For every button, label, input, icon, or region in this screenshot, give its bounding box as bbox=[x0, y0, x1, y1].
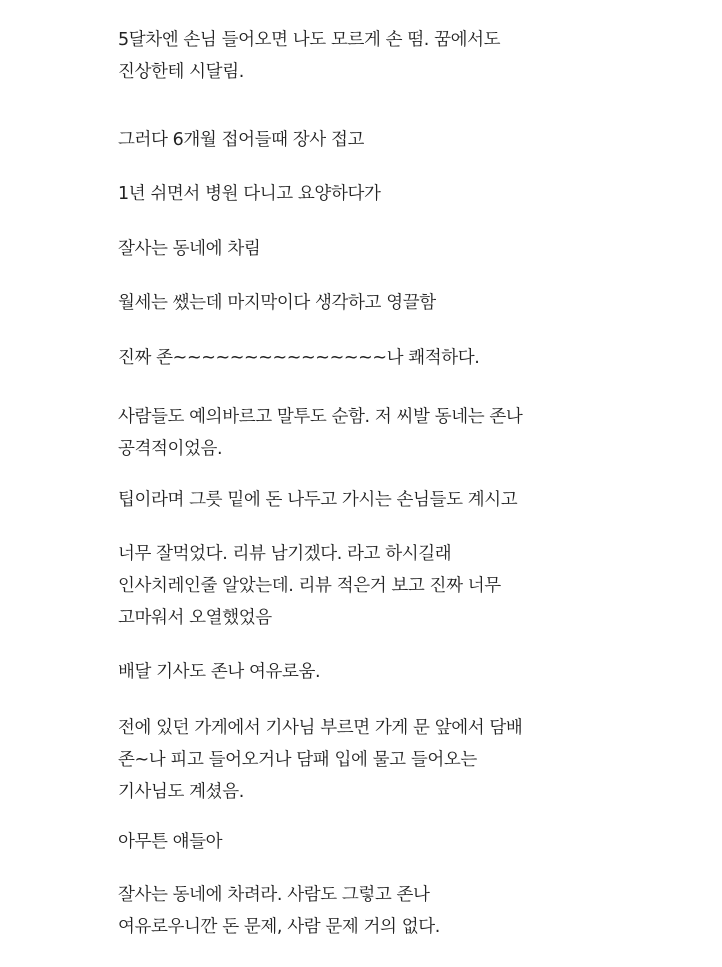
text-line: 기사님도 계셨음. bbox=[118, 782, 244, 802]
text-line: 그러다 6개월 접어들때 장사 접고 bbox=[118, 130, 364, 150]
paragraph bbox=[118, 24, 688, 88]
text-line: 배달 기사도 존나 여유로움. bbox=[118, 662, 321, 682]
paragraph bbox=[118, 538, 688, 634]
paragraph bbox=[118, 712, 688, 808]
paragraph bbox=[118, 656, 688, 688]
paragraph bbox=[118, 124, 688, 156]
paragraph bbox=[118, 342, 688, 374]
paragraph bbox=[118, 879, 688, 943]
paragraph bbox=[118, 178, 688, 210]
text-line: 5달차엔 손님 들어오면 나도 모르게 손 떰. 꿈에서도 bbox=[118, 30, 501, 50]
text-line: 진짜 존~~~~~~~~~~~~~~~나 쾌적하다. bbox=[118, 348, 480, 368]
paragraph bbox=[118, 287, 688, 319]
text-line: 공격적이었음. bbox=[118, 439, 223, 459]
text-line: 월세는 쌨는데 마지막이다 생각하고 영끌함 bbox=[118, 293, 436, 313]
text-line: 아무튼 얘들아 bbox=[118, 832, 223, 852]
text-line: 진상한테 시달림. bbox=[118, 62, 244, 82]
text-line: 고마워서 오열했었음 bbox=[118, 608, 272, 628]
paragraph bbox=[118, 484, 688, 516]
text-line: 전에 있던 가게에서 기사님 부르면 가게 문 앞에서 담배 bbox=[118, 718, 523, 738]
text-line: 1년 쉬면서 병원 다니고 요양하다가 bbox=[118, 184, 381, 204]
text-line: 인사치레인줄 알았는데. 리뷰 적은거 보고 진짜 너무 bbox=[118, 576, 501, 596]
text-line: 잘사는 동네에 차림 bbox=[118, 239, 261, 259]
text-line: 잘사는 동네에 차려라. 사람도 그렇고 존나 bbox=[118, 885, 430, 905]
paragraph bbox=[118, 401, 688, 465]
paragraph bbox=[118, 233, 688, 265]
text-line: 너무 잘먹었다. 리뷰 남기겠다. 라고 하시길래 bbox=[118, 544, 452, 564]
paragraph bbox=[118, 826, 688, 858]
text-line: 팁이라며 그릇 밑에 돈 나두고 가시는 손님들도 계시고 bbox=[118, 490, 518, 510]
text-line: 존~나 피고 들어오거나 담패 입에 물고 들어오는 bbox=[118, 750, 477, 770]
text-line: 여유로우니깐 돈 문제, 사람 문제 거의 없다. bbox=[118, 917, 440, 937]
text-line: 사람들도 예의바르고 말투도 순함. 저 씨발 동네는 존나 bbox=[118, 407, 523, 427]
